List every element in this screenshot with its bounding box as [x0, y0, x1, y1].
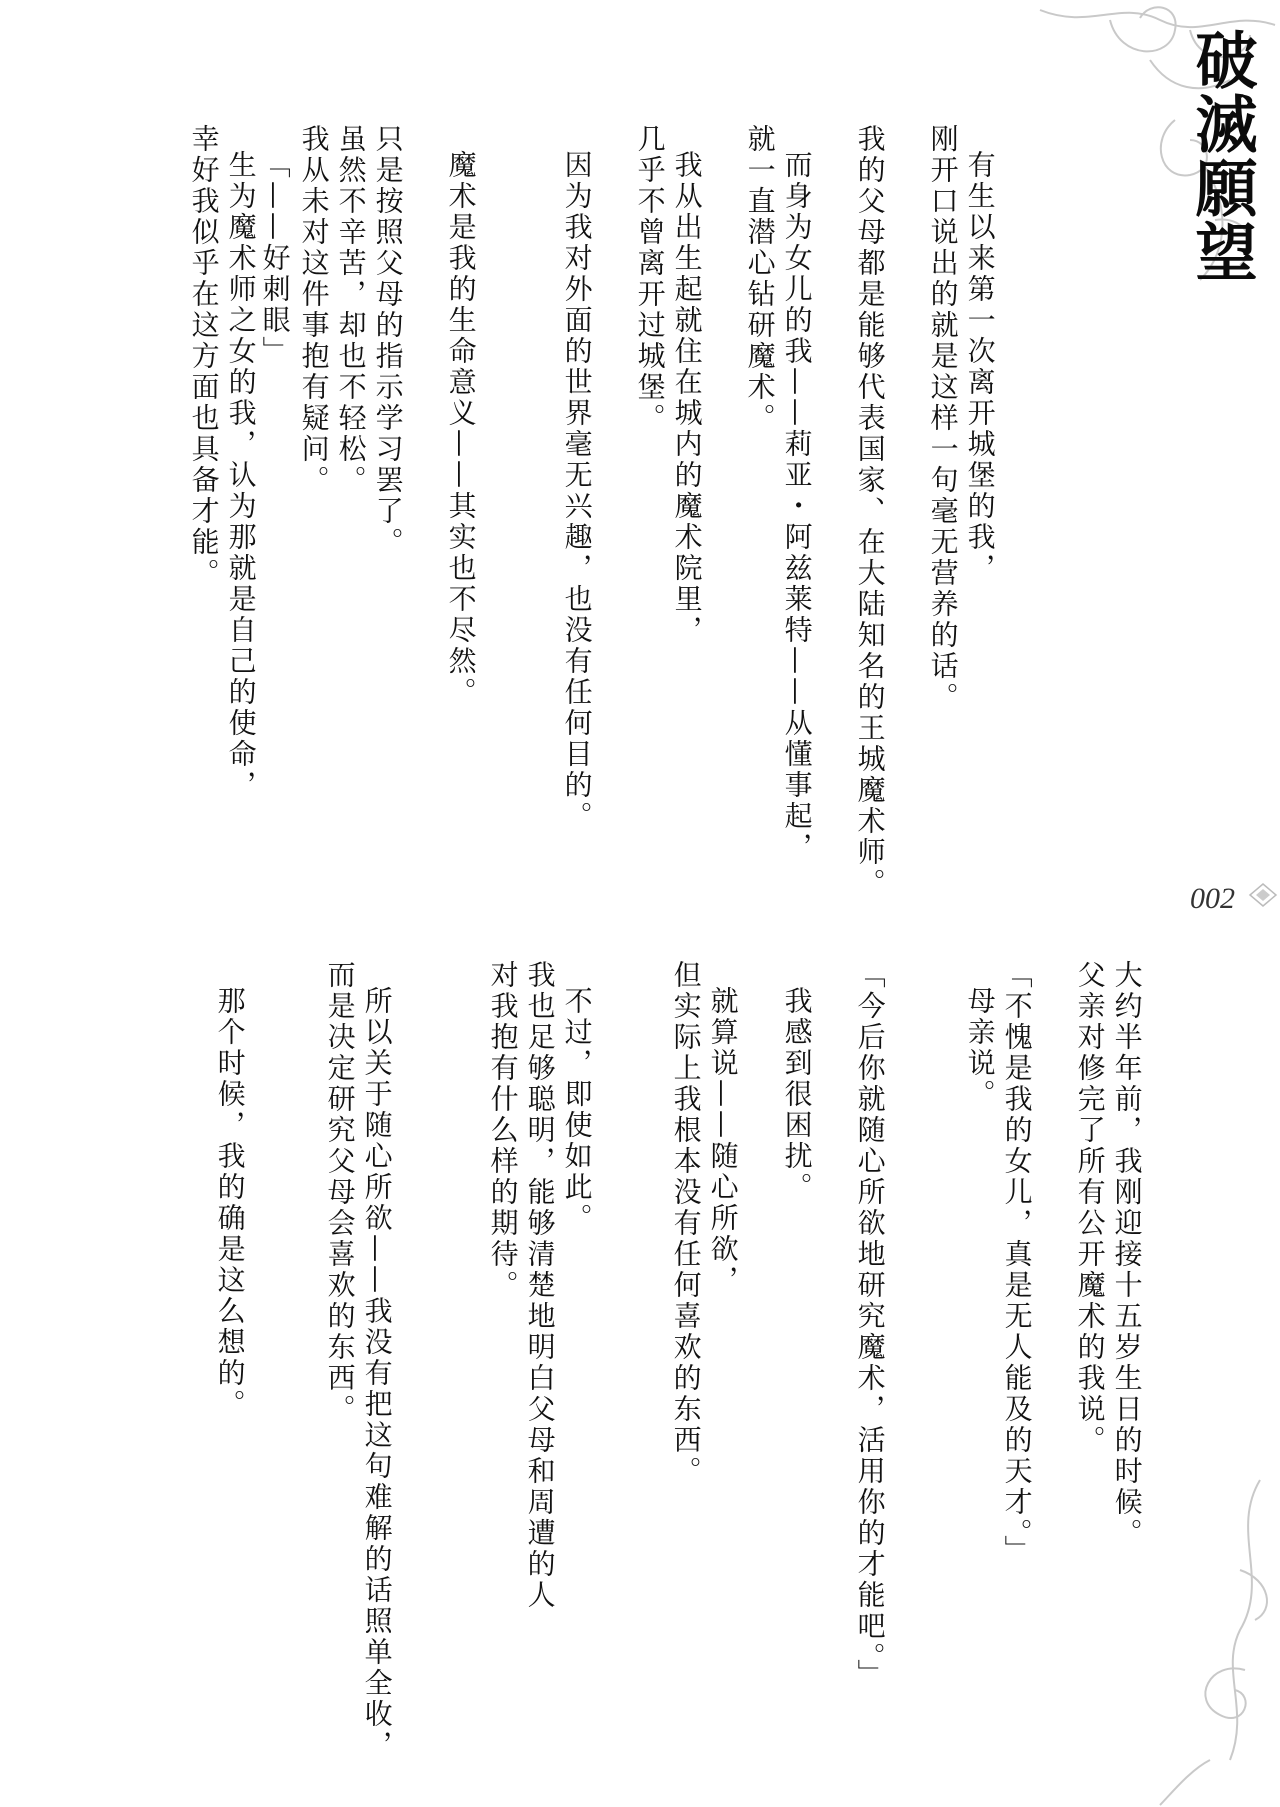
text-column-top-9: 因为我对外面的世界毫无兴趣，也没有任何目的。 — [560, 150, 594, 832]
text-column-top-3: 刚开口说出的就是这样一句毫无营养的话。 — [926, 124, 960, 713]
text-column-top-7: 我从出生起就住在城内的魔术院里， — [670, 150, 704, 646]
text-column-bottom-14: 那个时候，我的确是这么想的。 — [213, 986, 247, 1420]
text-column-top-10: 魔术是我的生命意义——其实也不尽然。 — [444, 150, 478, 708]
text-column-top-15: 幸好我似乎在这方面也具备才能。 — [187, 124, 221, 589]
diamond-ornament-icon — [1246, 880, 1280, 910]
text-column-bottom-9: 不过，即使如此。 — [560, 986, 594, 1234]
page-number: 002 — [1190, 882, 1235, 915]
text-column-top-5: 而身为女儿的我——莉亚・阿兹莱特——从懂事起， — [780, 150, 814, 863]
text-column-top-6: 就一直潜心钻研魔术。 — [743, 124, 777, 434]
text-column-bottom-13: 而是决定研究父母会喜欢的东西。 — [323, 960, 357, 1425]
text-column-bottom-1: 大约半年前，我刚迎接十五岁生日的时候。 — [1110, 960, 1144, 1549]
text-column-top-8: 几乎不曾离开过城堡。 — [633, 124, 667, 434]
text-column-top-11: 只是按照父母的指示学习罢了。 — [371, 124, 405, 558]
text-column-bottom-8: 但实际上我根本没有任何喜欢的东西。 — [669, 960, 703, 1487]
text-column-bottom-12: 所以关于随心所欲——我没有把这句难解的话照单全收， — [360, 986, 394, 1761]
text-column-bottom-6: 我感到很困扰。 — [780, 986, 814, 1203]
text-column-top-13: 我从未对这件事抱有疑问。 — [297, 124, 331, 496]
text-column-bottom-5: 「今后你就随心所欲地研究魔术，活用你的才能吧。」 — [853, 960, 887, 1690]
text-column-bottom-4: 母亲说。 — [963, 986, 997, 1110]
floral-ornament-bottom-icon — [1150, 1470, 1280, 1807]
text-column-bottom-11: 对我抱有什么样的期待。 — [486, 960, 520, 1301]
text-column-bottom-10: 我也足够聪明，能够清楚地明白父母和周遭的人 — [523, 960, 557, 1611]
text-column-top-4: 我的父母都是能够代表国家、在大陆知名的王城魔术师。 — [853, 124, 887, 899]
text-column-top-14: 生为魔术师之女的我，认为那就是自己的使命， — [224, 150, 258, 801]
text-column-bottom-7: 就算说——随心所欲， — [706, 986, 740, 1296]
text-column-top-12: 虽然不辛苦，却也不轻松。 — [334, 124, 368, 496]
text-column-bottom-2: 父亲对修完了所有公开魔术的我说。 — [1073, 960, 1107, 1456]
text-column-bottom-3: 「不愧是我的女儿，真是无人能及的天才。」 — [1000, 960, 1034, 1566]
book-title: 破滅願望 — [1185, 28, 1258, 284]
text-column-top-2: 有生以来第一次离开城堡的我， — [963, 150, 997, 584]
text-column-top-1: 「——好刺眼」 — [258, 150, 292, 367]
